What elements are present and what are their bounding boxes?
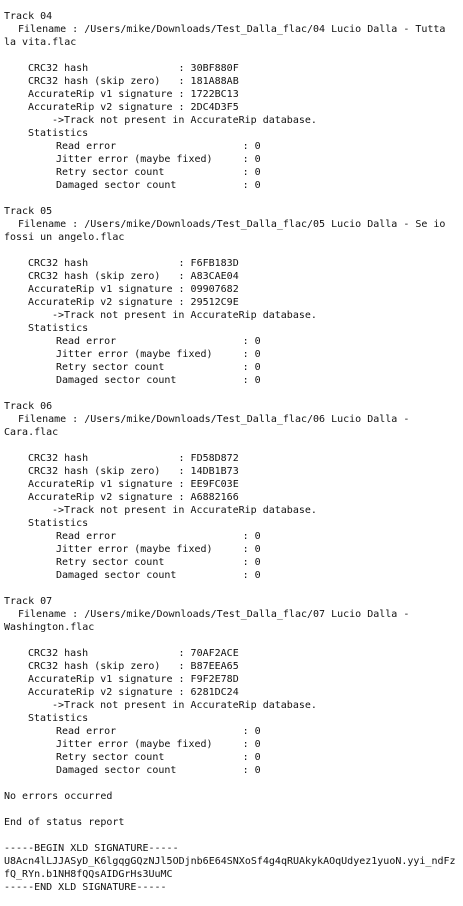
jitter-error: Jitter error (maybe fixed) : 0 <box>56 739 261 750</box>
spacer <box>4 803 459 816</box>
track-block <box>4 10 459 192</box>
spacer <box>4 439 459 452</box>
accuraterip-v2: AccurateRip v2 signature : 2DC4D3F5 <box>28 102 239 113</box>
accuraterip-v1: AccurateRip v1 signature : 09907682 <box>28 284 239 295</box>
statistics-label: Statistics <box>28 713 89 724</box>
retry-sector-count: Retry sector count : 0 <box>56 752 261 763</box>
track-block <box>4 595 459 777</box>
signature-end: -----END XLD SIGNATURE----- <box>4 882 167 893</box>
track-filename-continued: la vita.flac <box>4 37 77 48</box>
signature-begin: -----BEGIN XLD SIGNATURE----- <box>4 843 179 854</box>
spacer <box>4 49 459 62</box>
no-errors-message: No errors occurred <box>4 791 113 802</box>
retry-sector-count: Retry sector count : 0 <box>56 362 261 373</box>
damaged-sector-count: Damaged sector count : 0 <box>56 570 261 581</box>
not-present-note: ->Track not present in AccurateRip database. <box>52 115 317 126</box>
accuraterip-v1: AccurateRip v1 signature : F9F2E78D <box>28 674 239 685</box>
accuraterip-v2: AccurateRip v2 signature : 6281DC24 <box>28 687 239 698</box>
read-error: Read error : 0 <box>56 336 261 347</box>
accuraterip-v1: AccurateRip v1 signature : EE9FC03E <box>28 479 239 490</box>
track-header: Track 05 <box>4 206 53 217</box>
spacer <box>4 829 459 842</box>
crc32-hash: CRC32 hash : F6FB183D <box>28 258 239 269</box>
jitter-error: Jitter error (maybe fixed) : 0 <box>56 349 261 360</box>
read-error: Read error : 0 <box>56 726 261 737</box>
crc32-skip-zero: CRC32 hash (skip zero) : 181A88AB <box>28 76 239 87</box>
track-filename-continued: Washington.flac <box>4 622 95 633</box>
spacer <box>4 634 459 647</box>
track-filename: Filename : /Users/mike/Downloads/Test_Dalla_flac/07 Lucio Dalla - <box>18 609 410 620</box>
end-of-report: End of status report <box>4 817 125 828</box>
track-filename: Filename : /Users/mike/Downloads/Test_Dalla_flac/04 Lucio Dalla - Tutta <box>18 24 446 35</box>
crc32-hash: CRC32 hash : 30BF880F <box>28 63 239 74</box>
damaged-sector-count: Damaged sector count : 0 <box>56 180 261 191</box>
not-present-note: ->Track not present in AccurateRip database. <box>52 700 317 711</box>
crc32-hash: CRC32 hash : FD58D872 <box>28 453 239 464</box>
track-filename: Filename : /Users/mike/Downloads/Test_Dalla_flac/05 Lucio Dalla - Se io <box>18 219 446 230</box>
crc32-hash: CRC32 hash : 70AF2ACE <box>28 648 239 659</box>
accuraterip-v1: AccurateRip v1 signature : 1722BC13 <box>28 89 239 100</box>
track-filename: Filename : /Users/mike/Downloads/Test_Dalla_flac/06 Lucio Dalla - <box>18 414 410 425</box>
read-error: Read error : 0 <box>56 141 261 152</box>
track-header: Track 06 <box>4 401 53 412</box>
jitter-error: Jitter error (maybe fixed) : 0 <box>56 544 261 555</box>
track-header: Track 07 <box>4 596 53 607</box>
status-report-log <box>4 10 459 894</box>
spacer <box>4 244 459 257</box>
crc32-skip-zero: CRC32 hash (skip zero) : A83CAE04 <box>28 271 239 282</box>
damaged-sector-count: Damaged sector count : 0 <box>56 765 261 776</box>
jitter-error: Jitter error (maybe fixed) : 0 <box>56 154 261 165</box>
accuraterip-v2: AccurateRip v2 signature : 29512C9E <box>28 297 239 308</box>
retry-sector-count: Retry sector count : 0 <box>56 557 261 568</box>
track-block <box>4 205 459 387</box>
retry-sector-count: Retry sector count : 0 <box>56 167 261 178</box>
track-filename-continued: fossi un angelo.flac <box>4 232 125 243</box>
statistics-label: Statistics <box>28 518 89 529</box>
crc32-skip-zero: CRC32 hash (skip zero) : B87EEA65 <box>28 661 239 672</box>
crc32-skip-zero: CRC32 hash (skip zero) : 14DB1B73 <box>28 466 239 477</box>
read-error: Read error : 0 <box>56 531 261 542</box>
track-block <box>4 400 459 582</box>
statistics-label: Statistics <box>28 128 89 139</box>
track-header: Track 04 <box>4 11 53 22</box>
not-present-note: ->Track not present in AccurateRip database. <box>52 505 317 516</box>
statistics-label: Statistics <box>28 323 89 334</box>
signature-body: U8Acn4lLJJASyD_K6lgqgGQzNJl5ODjnb6E64SNXoSf4g4qRUAkykAOqUdyez1yuoN.yyi_ndFzfQ_RYn.b1NH8fQQsAIDGrHs3UuMC <box>4 856 456 880</box>
track-filename-continued: Cara.flac <box>4 427 59 438</box>
not-present-note: ->Track not present in AccurateRip database. <box>52 310 317 321</box>
accuraterip-v2: AccurateRip v2 signature : A6882166 <box>28 492 239 503</box>
damaged-sector-count: Damaged sector count : 0 <box>56 375 261 386</box>
